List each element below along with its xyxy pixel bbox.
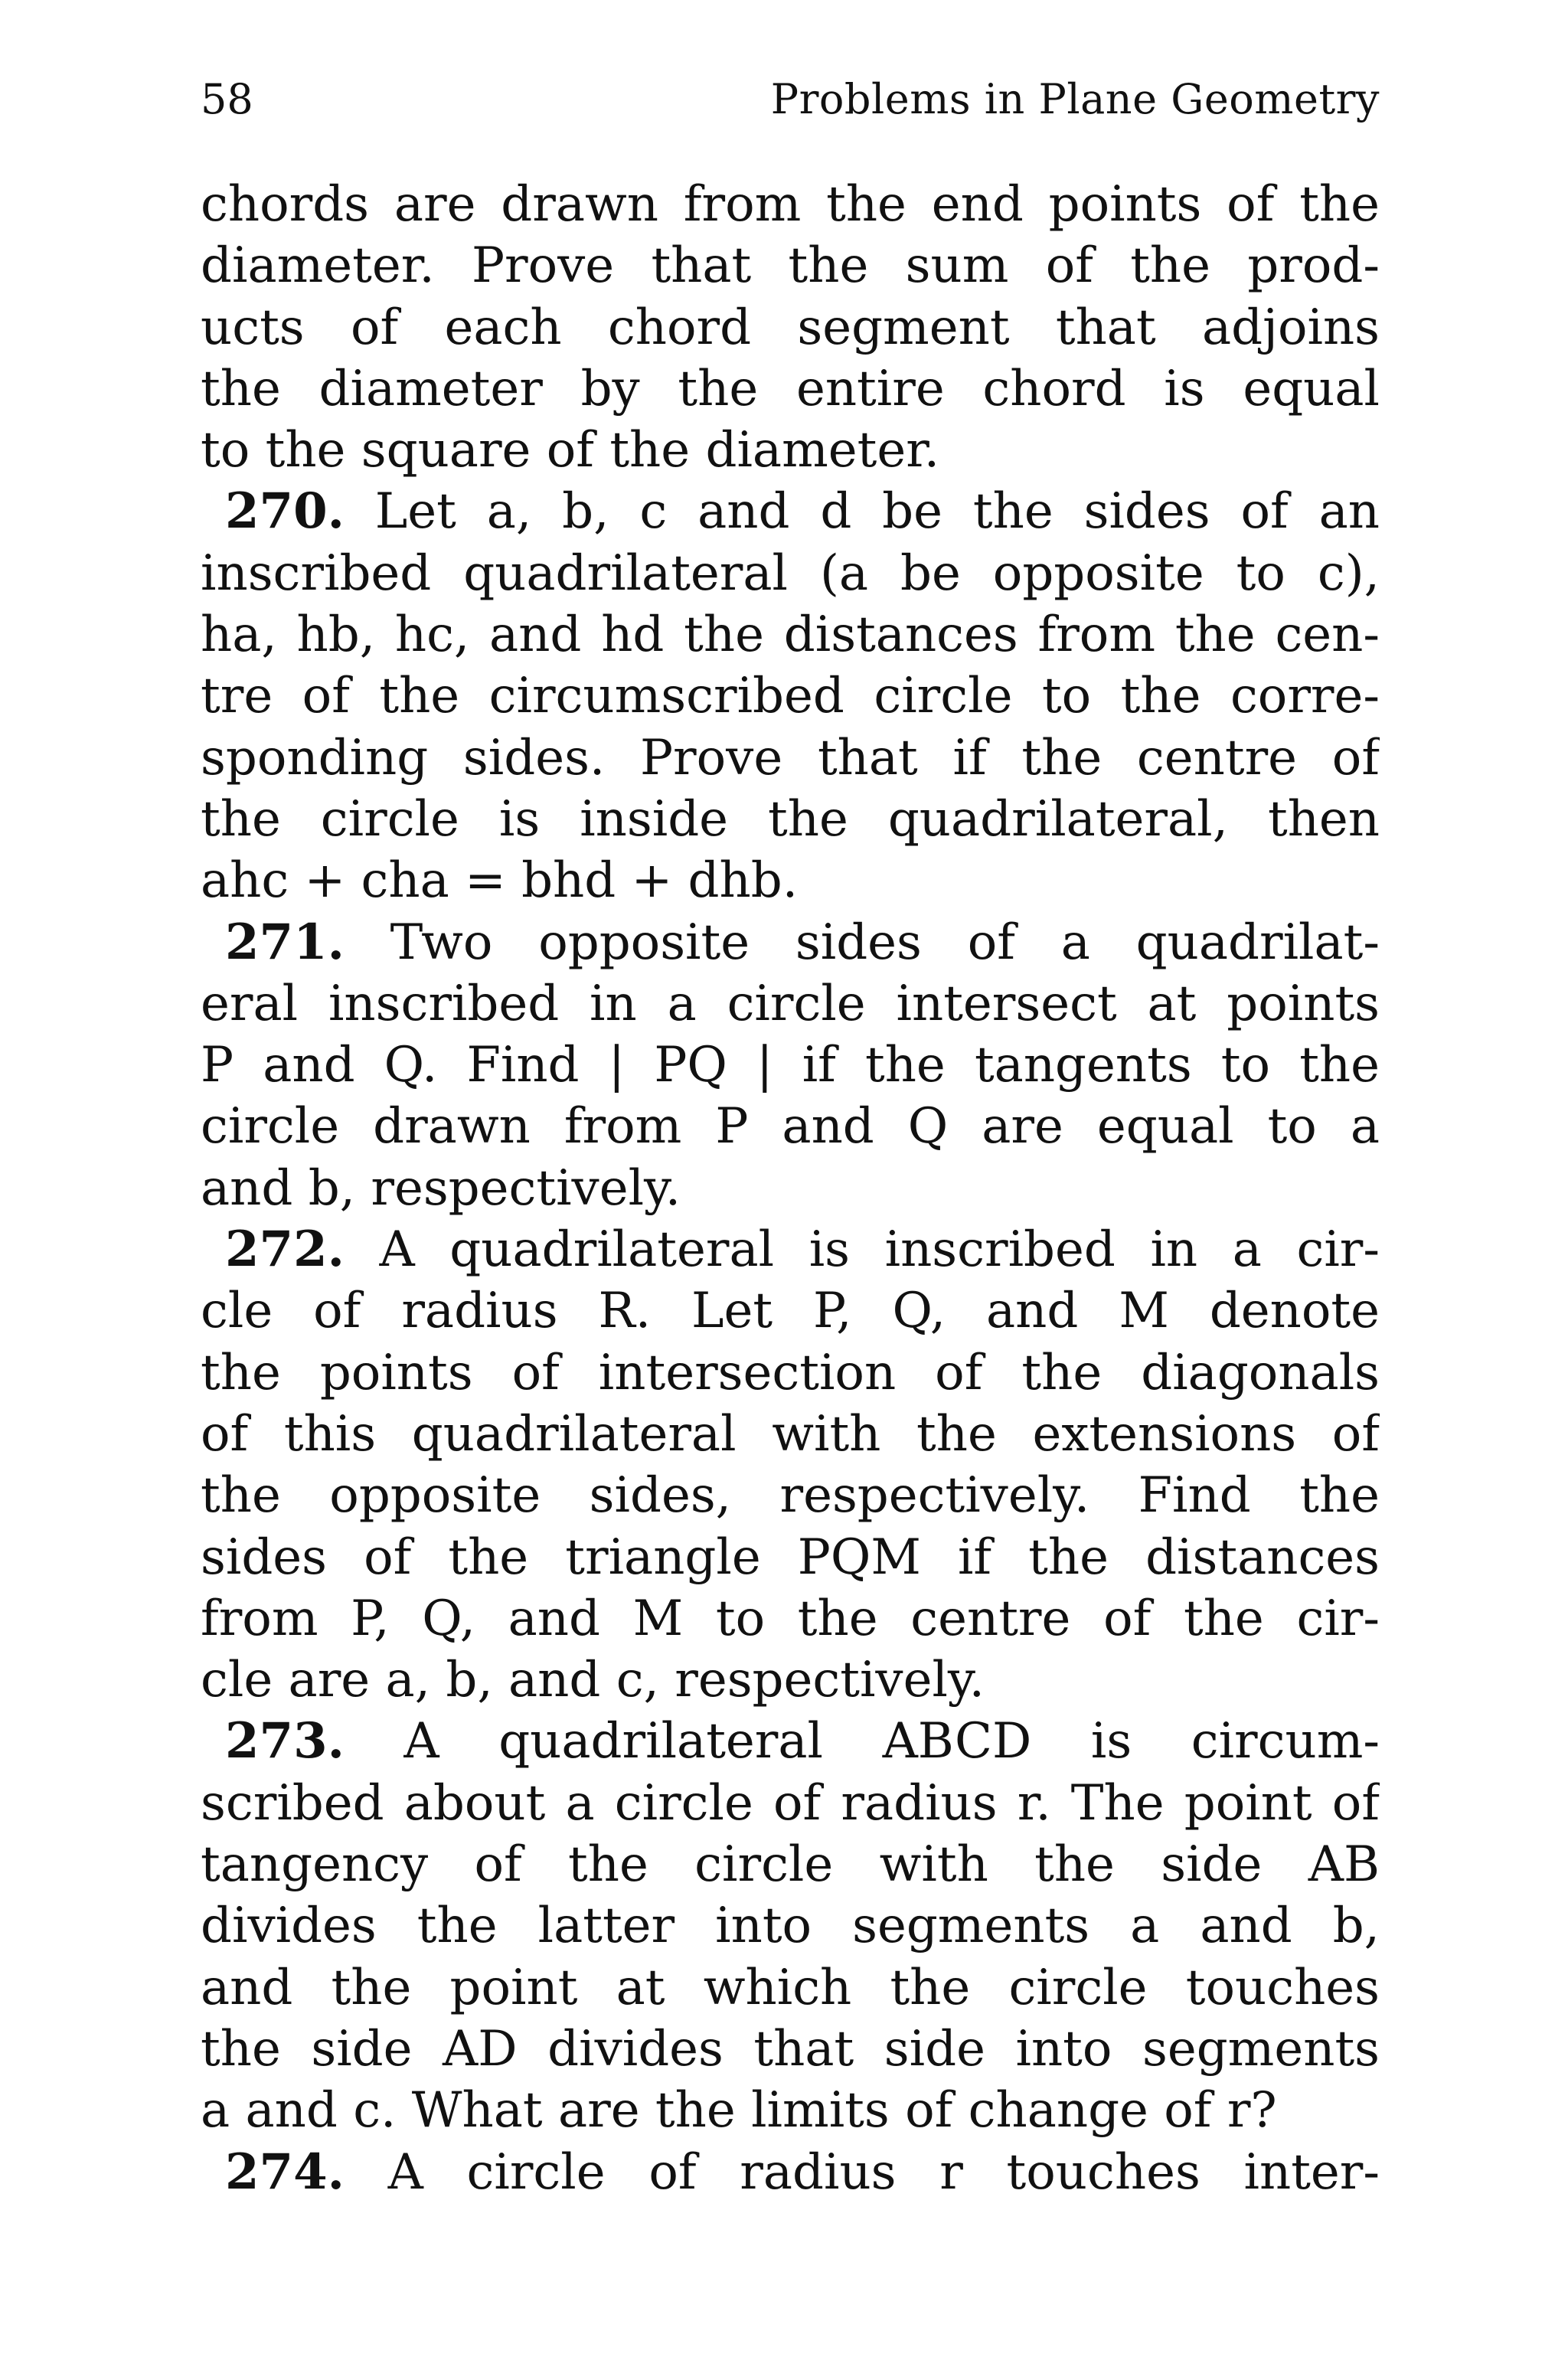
line-text: tangency of the circle with the side AB xyxy=(201,1836,1380,1894)
text-line xyxy=(201,1711,1380,1772)
problem-number: 272. xyxy=(225,1221,345,1279)
text-line xyxy=(201,2142,1380,2203)
line-text: circle drawn from P and Q are equal to a xyxy=(201,1098,1380,1156)
text-line xyxy=(201,174,1380,235)
line-text: cle of radius R. Let P, Q, and M denote xyxy=(201,1283,1380,1340)
line-text: scribed about a circle of radius r. The point of xyxy=(201,1774,1380,1832)
line-text: A circle of radius r touches inter- xyxy=(344,2143,1380,2201)
line-text: P and Q. Find | PQ | if the tangents to the xyxy=(201,1037,1380,1094)
text-line xyxy=(201,1158,1380,1219)
page-number: 58 xyxy=(201,75,253,123)
text-line xyxy=(201,1096,1380,1157)
line-text: sides of the triangle PQM if the distances xyxy=(201,1528,1380,1586)
body-text xyxy=(201,174,1380,2203)
text-line xyxy=(201,2080,1380,2141)
line-text: Two opposite sides of a quadrilat- xyxy=(344,914,1380,971)
line-text: to the square of the diameter. xyxy=(201,422,940,479)
text-line xyxy=(201,1280,1380,1342)
line-text: ha, hb, hc, and hd the distances from the cen- xyxy=(201,606,1380,664)
line-text: A quadrilateral ABCD is circum- xyxy=(344,1713,1380,1770)
line-text: ahc + cha = bhd + dhb. xyxy=(201,852,799,910)
running-head xyxy=(201,73,1380,126)
line-text: tre of the circumscribed circle to the corre- xyxy=(201,668,1380,725)
problem-number: 270. xyxy=(225,482,345,541)
text-line xyxy=(201,297,1380,358)
text-line xyxy=(201,604,1380,665)
line-text: divides the latter into segments a and b, xyxy=(201,1898,1380,1955)
running-title: Problems in Plane Geometry xyxy=(770,75,1380,123)
book-page xyxy=(201,73,1380,2203)
line-text: Let a, b, c and d be the sides of an xyxy=(344,483,1380,541)
line-text: the side AD divides that side into segments xyxy=(201,2020,1380,2078)
text-line xyxy=(201,1219,1380,1280)
line-text: and b, respectively. xyxy=(201,1159,681,1217)
line-text: the diameter by the entire chord is equal xyxy=(201,360,1380,417)
text-line xyxy=(201,2019,1380,2080)
line-text: and the point at which the circle touches xyxy=(201,1959,1380,2016)
line-text: the circle is inside the quadrilateral, then xyxy=(201,790,1380,848)
text-line xyxy=(201,1342,1380,1404)
text-line xyxy=(201,543,1380,604)
text-line xyxy=(201,1957,1380,2019)
line-text: from P, Q, and M to the centre of the cir- xyxy=(201,1590,1380,1647)
problem-number: 271. xyxy=(225,913,345,971)
text-line xyxy=(201,358,1380,420)
text-line xyxy=(201,481,1380,542)
text-line xyxy=(201,1588,1380,1649)
line-text: ucts of each chord segment that adjoins xyxy=(201,299,1380,356)
text-line xyxy=(201,912,1380,973)
line-text: a and c. What are the limits of change of r? xyxy=(201,2082,1277,2140)
text-line xyxy=(201,1773,1380,1834)
text-line xyxy=(201,665,1380,727)
line-text: the opposite sides, respectively. Find the xyxy=(201,1467,1380,1525)
text-line xyxy=(201,1527,1380,1588)
text-line xyxy=(201,1895,1380,1957)
line-text: chords are drawn from the end points of the xyxy=(201,176,1380,233)
line-text: eral inscribed in a circle intersect at points xyxy=(201,975,1380,1032)
text-line xyxy=(201,973,1380,1035)
text-line xyxy=(201,1465,1380,1526)
line-text: inscribed quadrilateral (a be opposite to c), xyxy=(201,544,1380,602)
text-line xyxy=(201,420,1380,481)
line-text: diameter. Prove that the sum of the prod- xyxy=(201,237,1380,295)
text-line xyxy=(201,1404,1380,1465)
text-line xyxy=(201,1035,1380,1096)
problem-number: 273. xyxy=(225,1712,345,1770)
line-text: the points of intersection of the diagonals xyxy=(201,1344,1380,1401)
text-line xyxy=(201,850,1380,911)
problem-number: 274. xyxy=(225,2143,345,2201)
text-line xyxy=(201,1649,1380,1711)
text-line xyxy=(201,1834,1380,1895)
text-line xyxy=(201,235,1380,296)
text-line xyxy=(201,727,1380,789)
line-text: sponding sides. Prove that if the centre of xyxy=(201,729,1380,786)
line-text: cle are a, b, and c, respectively. xyxy=(201,1652,985,1709)
text-line xyxy=(201,789,1380,850)
line-text: A quadrilateral is inscribed in a cir- xyxy=(344,1221,1380,1279)
line-text: of this quadrilateral with the extensions of xyxy=(201,1405,1380,1463)
